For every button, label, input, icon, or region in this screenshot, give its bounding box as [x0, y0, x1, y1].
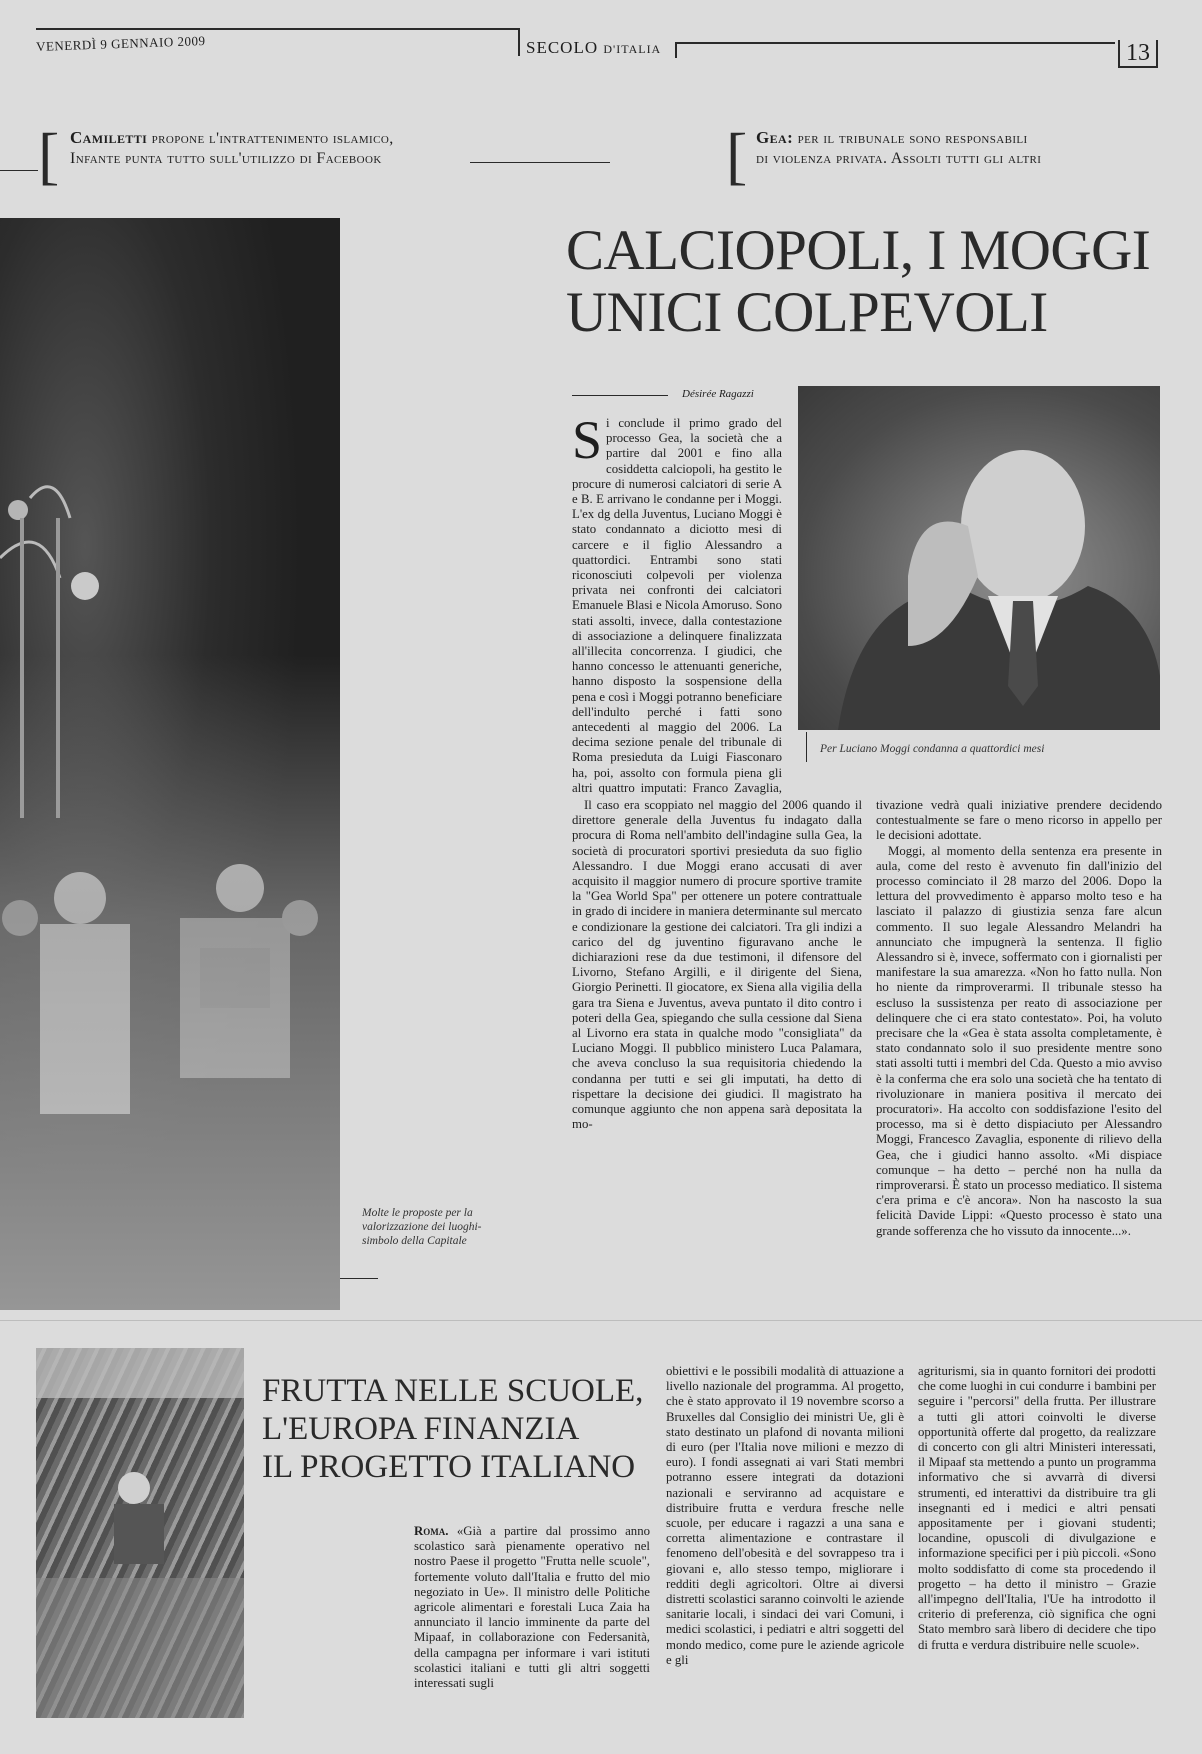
header-rule-tick-left: [518, 28, 520, 56]
bottom-article-col3: [918, 1364, 1156, 1724]
kicker-right-rest: per il tribunale sono responsabili: [797, 130, 1028, 147]
night-photo-caption-rule: [340, 1278, 378, 1279]
main-headline: [566, 220, 1196, 344]
moggi-caption-rule: [806, 732, 807, 762]
kicker-right-line2: di violenza privata. Assolti tutti gli altri: [756, 150, 1042, 167]
main-article-col2: [876, 798, 1162, 1300]
bottom-headline-line2: L'EUROPA FINANZIA: [262, 1411, 580, 1447]
kicker-left-rest: propone l'intrattenimento islamico,: [151, 130, 394, 147]
kicker-left-bracket: [: [38, 120, 60, 191]
header-rule-tick-right: [675, 42, 677, 58]
byline: Désirée Ragazzi: [682, 388, 754, 400]
main-article-lead: [572, 416, 782, 796]
kicker-left-line: [470, 162, 610, 163]
main-article-col1-bottom: [572, 798, 862, 1300]
kicker-right: [756, 128, 1176, 169]
night-crowd-illustration: [0, 218, 340, 1310]
header-rule-right: [675, 42, 1115, 44]
fruit-market-photo: [36, 1348, 244, 1718]
main-headline-line2: UNICI COLPEVOLI: [566, 281, 1048, 344]
bottom-article-col1: [414, 1524, 650, 1724]
issue-date: VENERDÌ 9 GENNAIO 2009: [35, 33, 206, 54]
kicker-right-lead: Gea:: [756, 128, 794, 147]
kicker-right-bracket: [: [726, 120, 748, 191]
main-headline-line1: CALCIOPOLI, I MOGGI: [566, 219, 1151, 282]
night-crowd-photo: [0, 218, 340, 1310]
main-article-col1-top: [572, 416, 782, 796]
dropcap: S: [572, 416, 603, 470]
dateline: Roma.: [414, 1524, 449, 1538]
kicker-left-line-stub: [0, 170, 38, 171]
bottom-headline-line3: IL PROGETTO ITALIANO: [262, 1449, 636, 1485]
bottom-article-lead-text: «Già a partire dal prossimo anno scolastico sarà pienamente operativo nel nostro Paese il progetto "Frutta nelle scuole", fortemente voluto dall'Italia e frutto del mio negoziato in Ue». Il ministro delle Politiche agricole alimentari e forestali Luca Zaia ha annunciato il lancio imminente da parte del Mipaaf, in collaborazione con Federsanità, della campagna per informare i vari istituti scolastici italiani e tutti gli altri soggetti interessati sugli: [414, 1524, 650, 1691]
main-article-para2: Il caso era scoppiato nel maggio del 2006 quando il direttore generale della Juventus fu indagato dalla procura di Roma nell'ambito dell'indagine sulla Gea, la società di procuratori sportivi presieduta da suo figlio Alessandro. I due Moggi erano accusati di aver acquisito il maggior numero di procure sportive tramite la "Gea World Spa" per ottenere un potere contrattuale in grado di incidere in maniera determinante sul mercato e condizionare la gestione dei calciatori. Tra gli indizi a carico del dg juventino figuravano anche le dichiarazioni rese da due testimoni, il difensore del Livorno, Stefano Argilli, e il dirigente del Siena, Giorgio Perinetti. Il giocatore, ex Siena alla vigilia della gara tra Siena e Juventus, aveva puntato il dito contro i poteri della Gea, spiegando che sulla cessione dal Siena al Livorno era stata in qualche modo "consigliata" da Luciano Moggi. Il pubblico ministero Luca Palamara, che aveva concluso la sua requisitoria chiedendo la condanna per tutti e sei gli imputati, ha detto di rispettare la decisione dei giudici. Il magistrato ha comunque aggiunto che non appena sarà depositata la mo-: [572, 798, 862, 1132]
kicker-left: [70, 128, 510, 169]
main-article-lead-text: i conclude il primo grado del processo Gea, la società che a partire dal 2001 e fino alla cosiddetta calciopoli, ha gestito le procure di numerosi calciatori di serie A e B. E arrivano le condanne per i Moggi. L'ex dg della Juventus, Luciano Moggi è stato condannato a diciotto mesi di carcere e il figlio Alessandro a quattordici. Entrambi sono stati riconosciuti colpevoli per violenza privata nei confronti dei calciatori Emanuele Blasi e Nicola Amoruso. Sono stati assolti, invece, dalla contestazione di associazione a delinquere finalizzata all'illecita concorrenza. I giudici, che hanno concesso le attenuanti generiche, hanno disposto la sospensione della pena e così i Moggi potranno beneficiare dell'indulto perché i fatti sono antecedenti al maggio del 2006. La decima sezione penale del tribunale di Roma presieduta da Luigi Fiasconaro ha, poi, assolto con formula piena gli altri quattro imputati: Franco Zavaglia,: [572, 416, 782, 795]
header-rule-left: [36, 28, 520, 30]
main-article-para3: tivazione vedrà quali iniziative prendere decidendo contestualmente se fare o meno ricorso in appello per le decisioni adottate.: [876, 798, 1162, 843]
bottom-article-col2: [666, 1364, 904, 1724]
byline-rule: [572, 395, 668, 396]
bottom-headline: [262, 1372, 662, 1486]
luciano-moggi-photo: [798, 386, 1160, 730]
bottom-article-para3: agriturismi, sia in quanto fornitori dei prodotti che come luoghi in cui condurre i bambini per seguire i "percorsi" della frutta. Per illustrare a tutti gli attori coinvolti le diverse opportunità offerte dal progetto, da realizzare di concerto con gli altri Ministeri interessati, il Mipaaf sta mettendo a punto un programma informativo che si avvarrà di diversi strumenti, ed interattivi da distribuire tra gli insegnanti ed i medici e altri pensati appositamente per i giovani studenti; locandine, opuscoli di divulgazione e informazione specifici per i più piccoli. «Sono molto soddisfatto di come sta procedendo il progetto – ha detto il ministro – Grazie all'impegno dell'Italia, l'Ue ha introdotto il criterio di preferenza, ciò significa che ogni Stato membro sarà libero di decidere che tipo di frutta e verdura distribuire nelle scuole».: [918, 1364, 1156, 1652]
kicker-left-lead: Camiletti: [70, 128, 148, 147]
main-article-para4: Moggi, al momento della sentenza era presente in aula, come del resto è avvenuto fin dall'inizio del processo cominciato il 28 marzo del 2006. Dopo la lettura del provvedimento è apparso molto teso e ha lasciato il palazzo di giustizia senza fare alcun commento. Il suo legale Alessandro Melandri ha annunciato che impugnerà la sentenza. Il figlio Alessandro si è, invece, soffermato con i giornalisti per manifestare la sua amarezza. «Non ho fatto nulla. Non ho niente da rimproverarmi. Il tribunale stesso ha escluso la sussistenza per reato di associazione per delinquere che ci era stato contestato». Poi, ha voluto precisare che la «Gea è stata assolta completamente, è stato condannato solo il suo presidente mentre sono stati assolti tutti i membri del Cda. Questo a mio avviso è la conferma che era solo una società che ha tentato di rivoluzionare in maniera positiva il mercato dei procuratori». Ha accolto con soddisfazione l'esito del processo, ma si è detto dispiaciuto per Alessandro Moggi, Francesco Zavaglia, esponente di rilievo della Gea, che i giudici hanno assolto. «Mi dispiace comunque – ha detto – perché non ha nulla da rimproverarsi. È stato un processo mediatico. Il sistema c'era prima e c'è ancora». Non ha nascosto la sua felicità Davide Lippi: «Questo processo è stato una grande sofferenza che ho vissuto da innocente...».: [876, 843, 1162, 1238]
section-divider: [0, 1320, 1202, 1321]
masthead: [526, 38, 661, 58]
bottom-article-lead: [414, 1524, 650, 1691]
bottom-article-para2: obiettivi e le possibili modalità di attuazione a livello nazionale del programma. Al progetto, che è stato approvato il 19 novembre scorso a Bruxelles dal Consiglio dei ministri Ue, gli è stato destinato un plafond di novanta milioni di euro (per l'Italia nove milioni e mezzo di euro). I fondi assegnati ai vari Stati membri potranno essere integrati da dotazioni nazionali e serviranno ad acquistare e distribuire frutta e verdura fresche nelle scuole, per educare i ragazzi a una sana e corretta alimentazione e contrastare il fenomeno dell'obesità e del sovrappeso tra i giovani e, allo stesso tempo, migliorare i redditi degli agricoltori. Oltre ai diversi distretti scolastici saranno coinvolti le aziende sanitarie locali, i sindaci dei vari Comuni, i medici scolastici, i pediatri e altri soggetti del mondo medico, come pure le aziende agricole e gli: [666, 1364, 904, 1667]
kicker-left-line2: Infante punta tutto sull'utilizzo di Facebook: [70, 150, 382, 167]
moggi-photo-caption: Per Luciano Moggi condanna a quattordici mesi: [820, 743, 1045, 755]
night-photo-caption: Molte le proposte per la valorizzazione dei luoghi-simbolo della Capitale: [362, 1207, 482, 1247]
masthead-sub: D'ITALIA: [603, 42, 662, 56]
masthead-main: SECOLO: [526, 38, 599, 57]
moggi-illustration: [798, 386, 1160, 730]
fruit-market-illustration: [36, 1348, 244, 1718]
bottom-headline-line1: FRUTTA NELLE SCUOLE,: [262, 1373, 644, 1409]
page-number: 13: [1118, 40, 1158, 68]
